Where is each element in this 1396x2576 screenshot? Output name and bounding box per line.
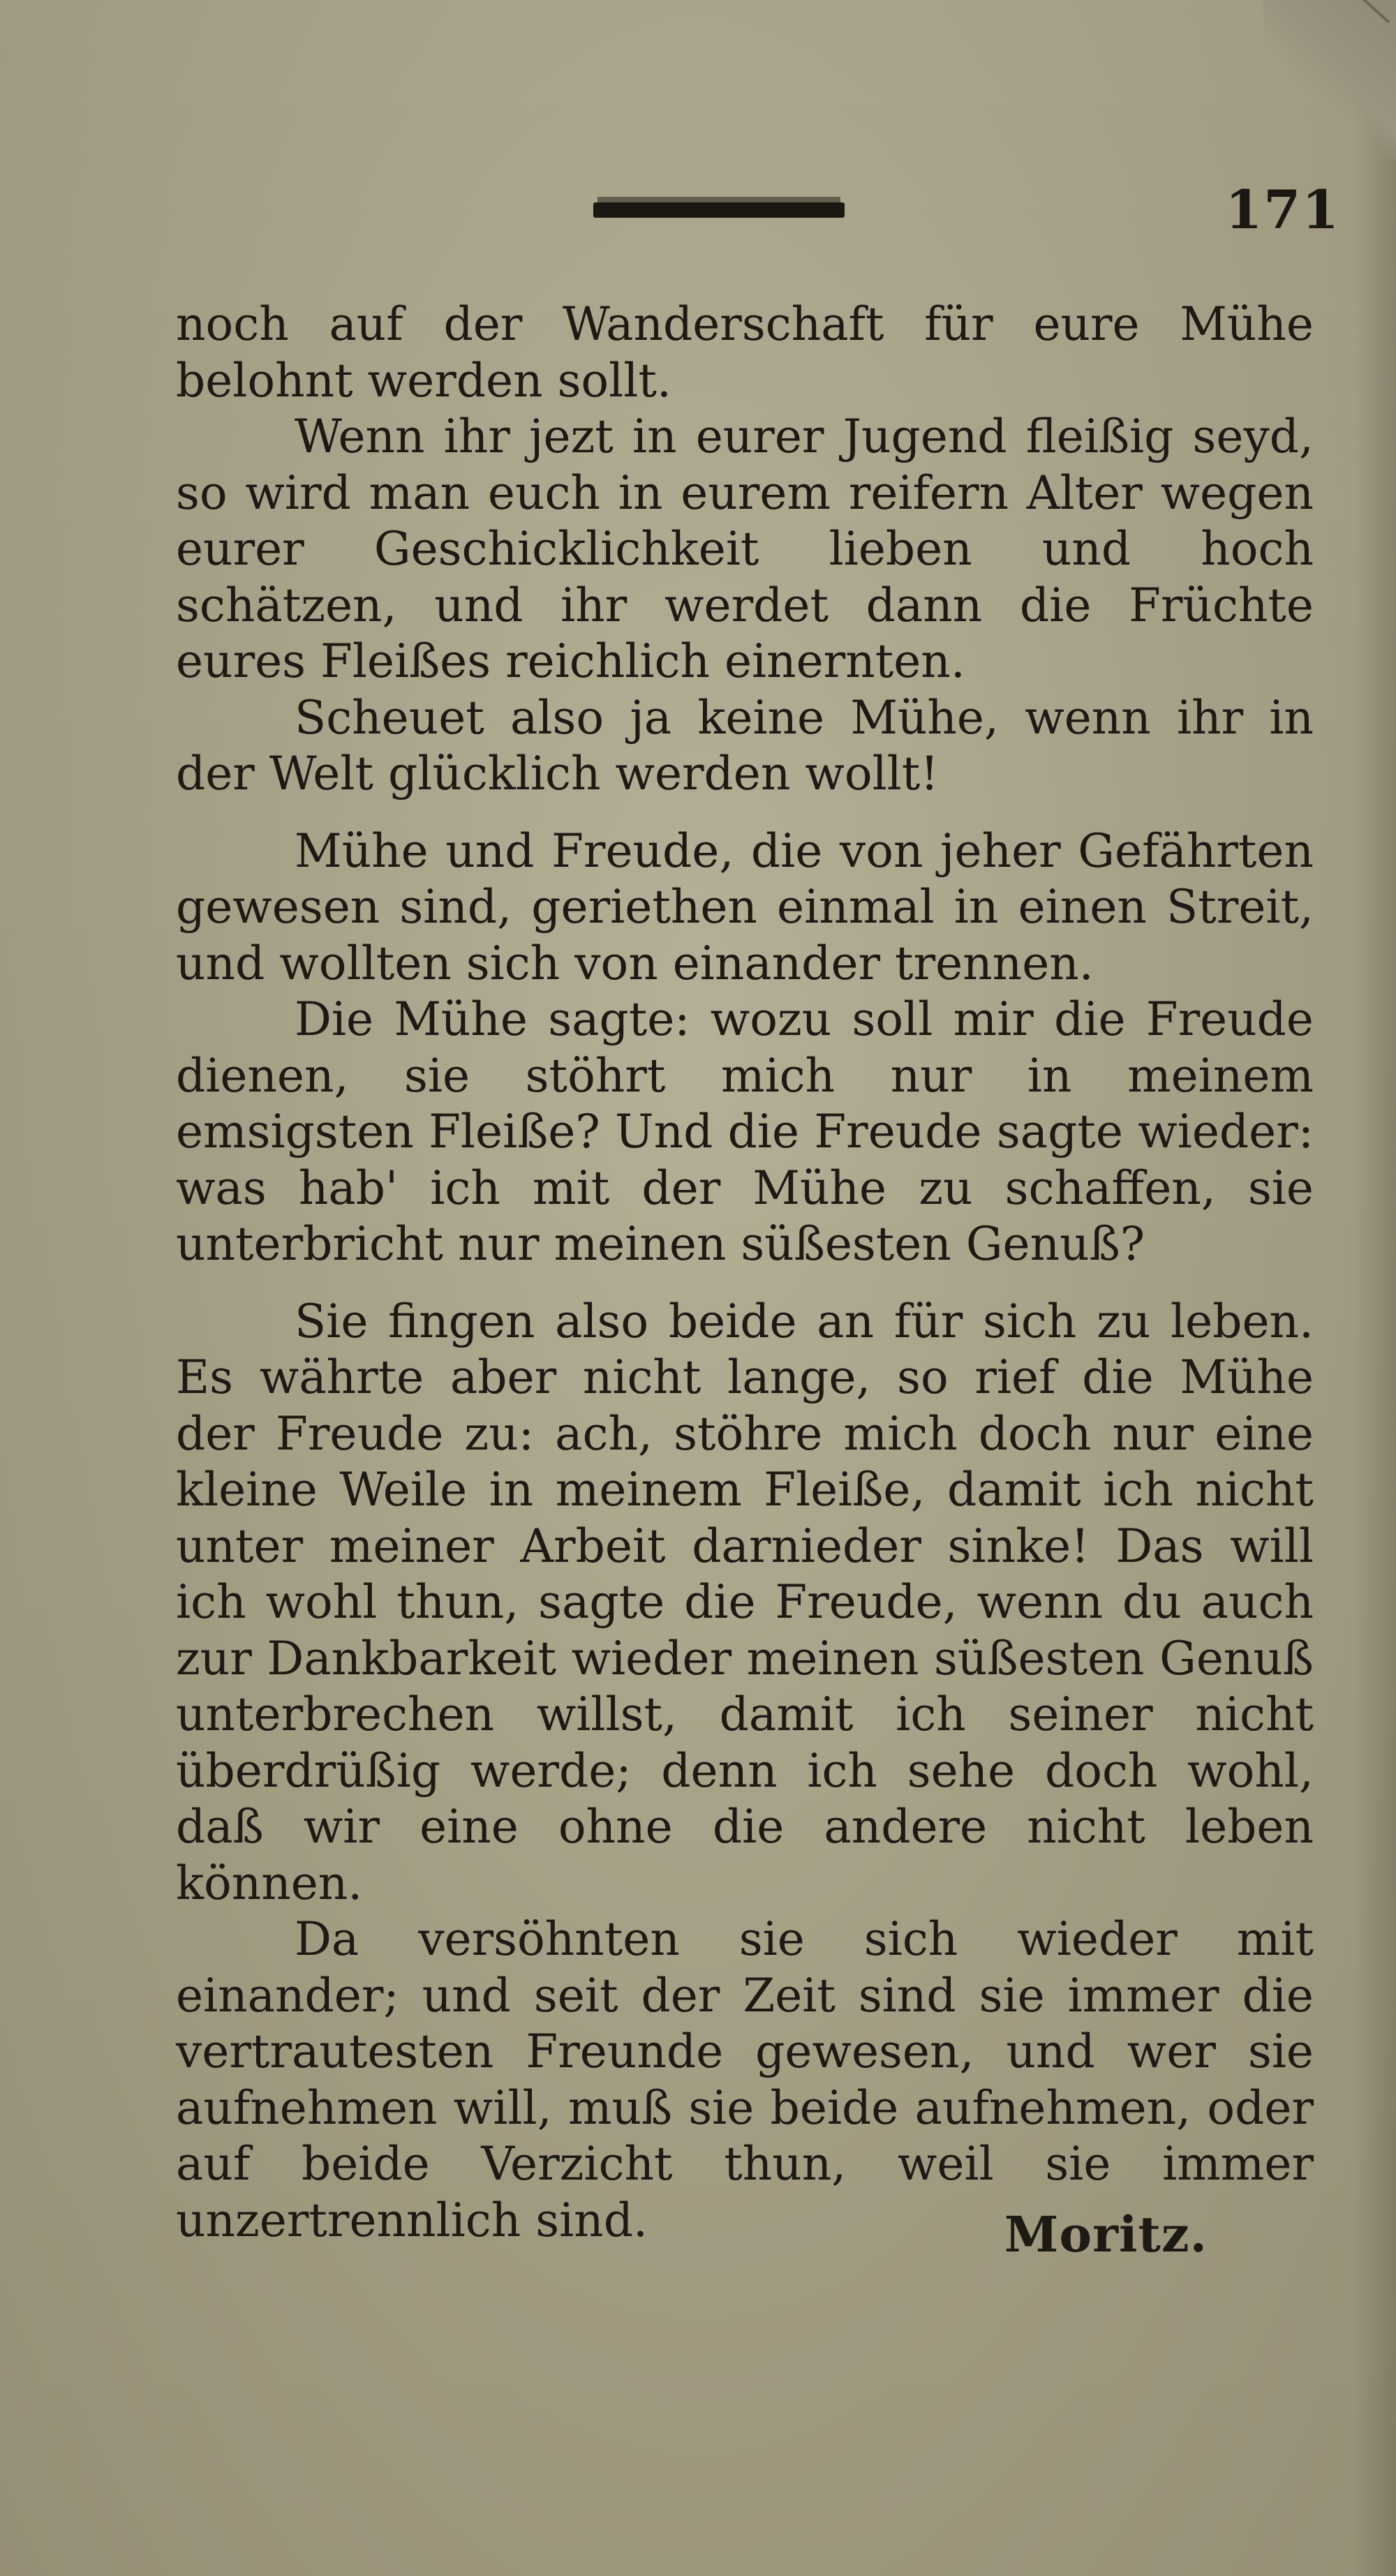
paragraph-2: Wenn ihr jezt in eurer Jugend fleißig seyd, so wird man euch in eurem reifern Alter wegen eurer Geschicklichkeit lieben und hoch schätzen, und ihr werdet dann die Früchte eures Fleißes reichlich einernten.: [176, 410, 1314, 688]
paragraph-5: Die Mühe sagte: wozu soll mir die Freude dienen, sie stöhrt mich nur in meinem emsigsten Fleiße? Und die Freude sagte wieder: was hab' ich mit der Mühe zu schaffen, sie unterbricht nur meinen süßesten Genuß?: [176, 992, 1314, 1271]
paragraph-6: Sie fingen also beide an für sich zu leben. Es währte aber nicht lange, so rief die Mühe der Freude zu: ach, stöhre mich doch nur eine kleine Weile in meinem Fleiße, damit ich nicht unter meiner Arbeit darnieder sinke! Das will ich wohl thun, sagte die Freude, wenn du auch zur Dankbarkeit wieder meinen süßesten Genuß unterbrechen willst, damit ich seiner nicht überdrüßig werde; denn ich sehe doch wohl, daß wir eine ohne die andere nicht leben können.: [176, 1294, 1314, 1910]
page-number: 171: [1225, 179, 1340, 241]
paragraph-1: noch auf der Wanderschaft für eure Mühe belohnt werden sollt.: [176, 297, 1314, 408]
paragraph-3: Scheuet also ja keine Mühe, wenn ihr in der Welt glücklich werden wollt!: [176, 690, 1314, 801]
page-header: [0, 179, 1396, 251]
paragraph-4: Mühe und Freude, die von jeher Gefährten gewesen sind, geriethen einmal in einen Streit, und wollten sich von einander trennen.: [176, 824, 1314, 990]
header-ornament-rule: [593, 202, 845, 218]
author-signature: Moritz.: [1004, 2205, 1208, 2263]
paragraph-7: Da versöhnten sie sich wieder mit einander; und seit der Zeit sind sie immer die vertrautesten Freunde gewesen, und wer sie aufnehmen will, muß sie beide aufnehmen, oder auf beide Verzicht thun, weil sie immer unzertrennlich sind.: [176, 1912, 1314, 2247]
page-corner-fold: [1263, 0, 1396, 161]
page-edge-shadow: [1354, 0, 1396, 2576]
body-text: [176, 297, 1314, 2249]
